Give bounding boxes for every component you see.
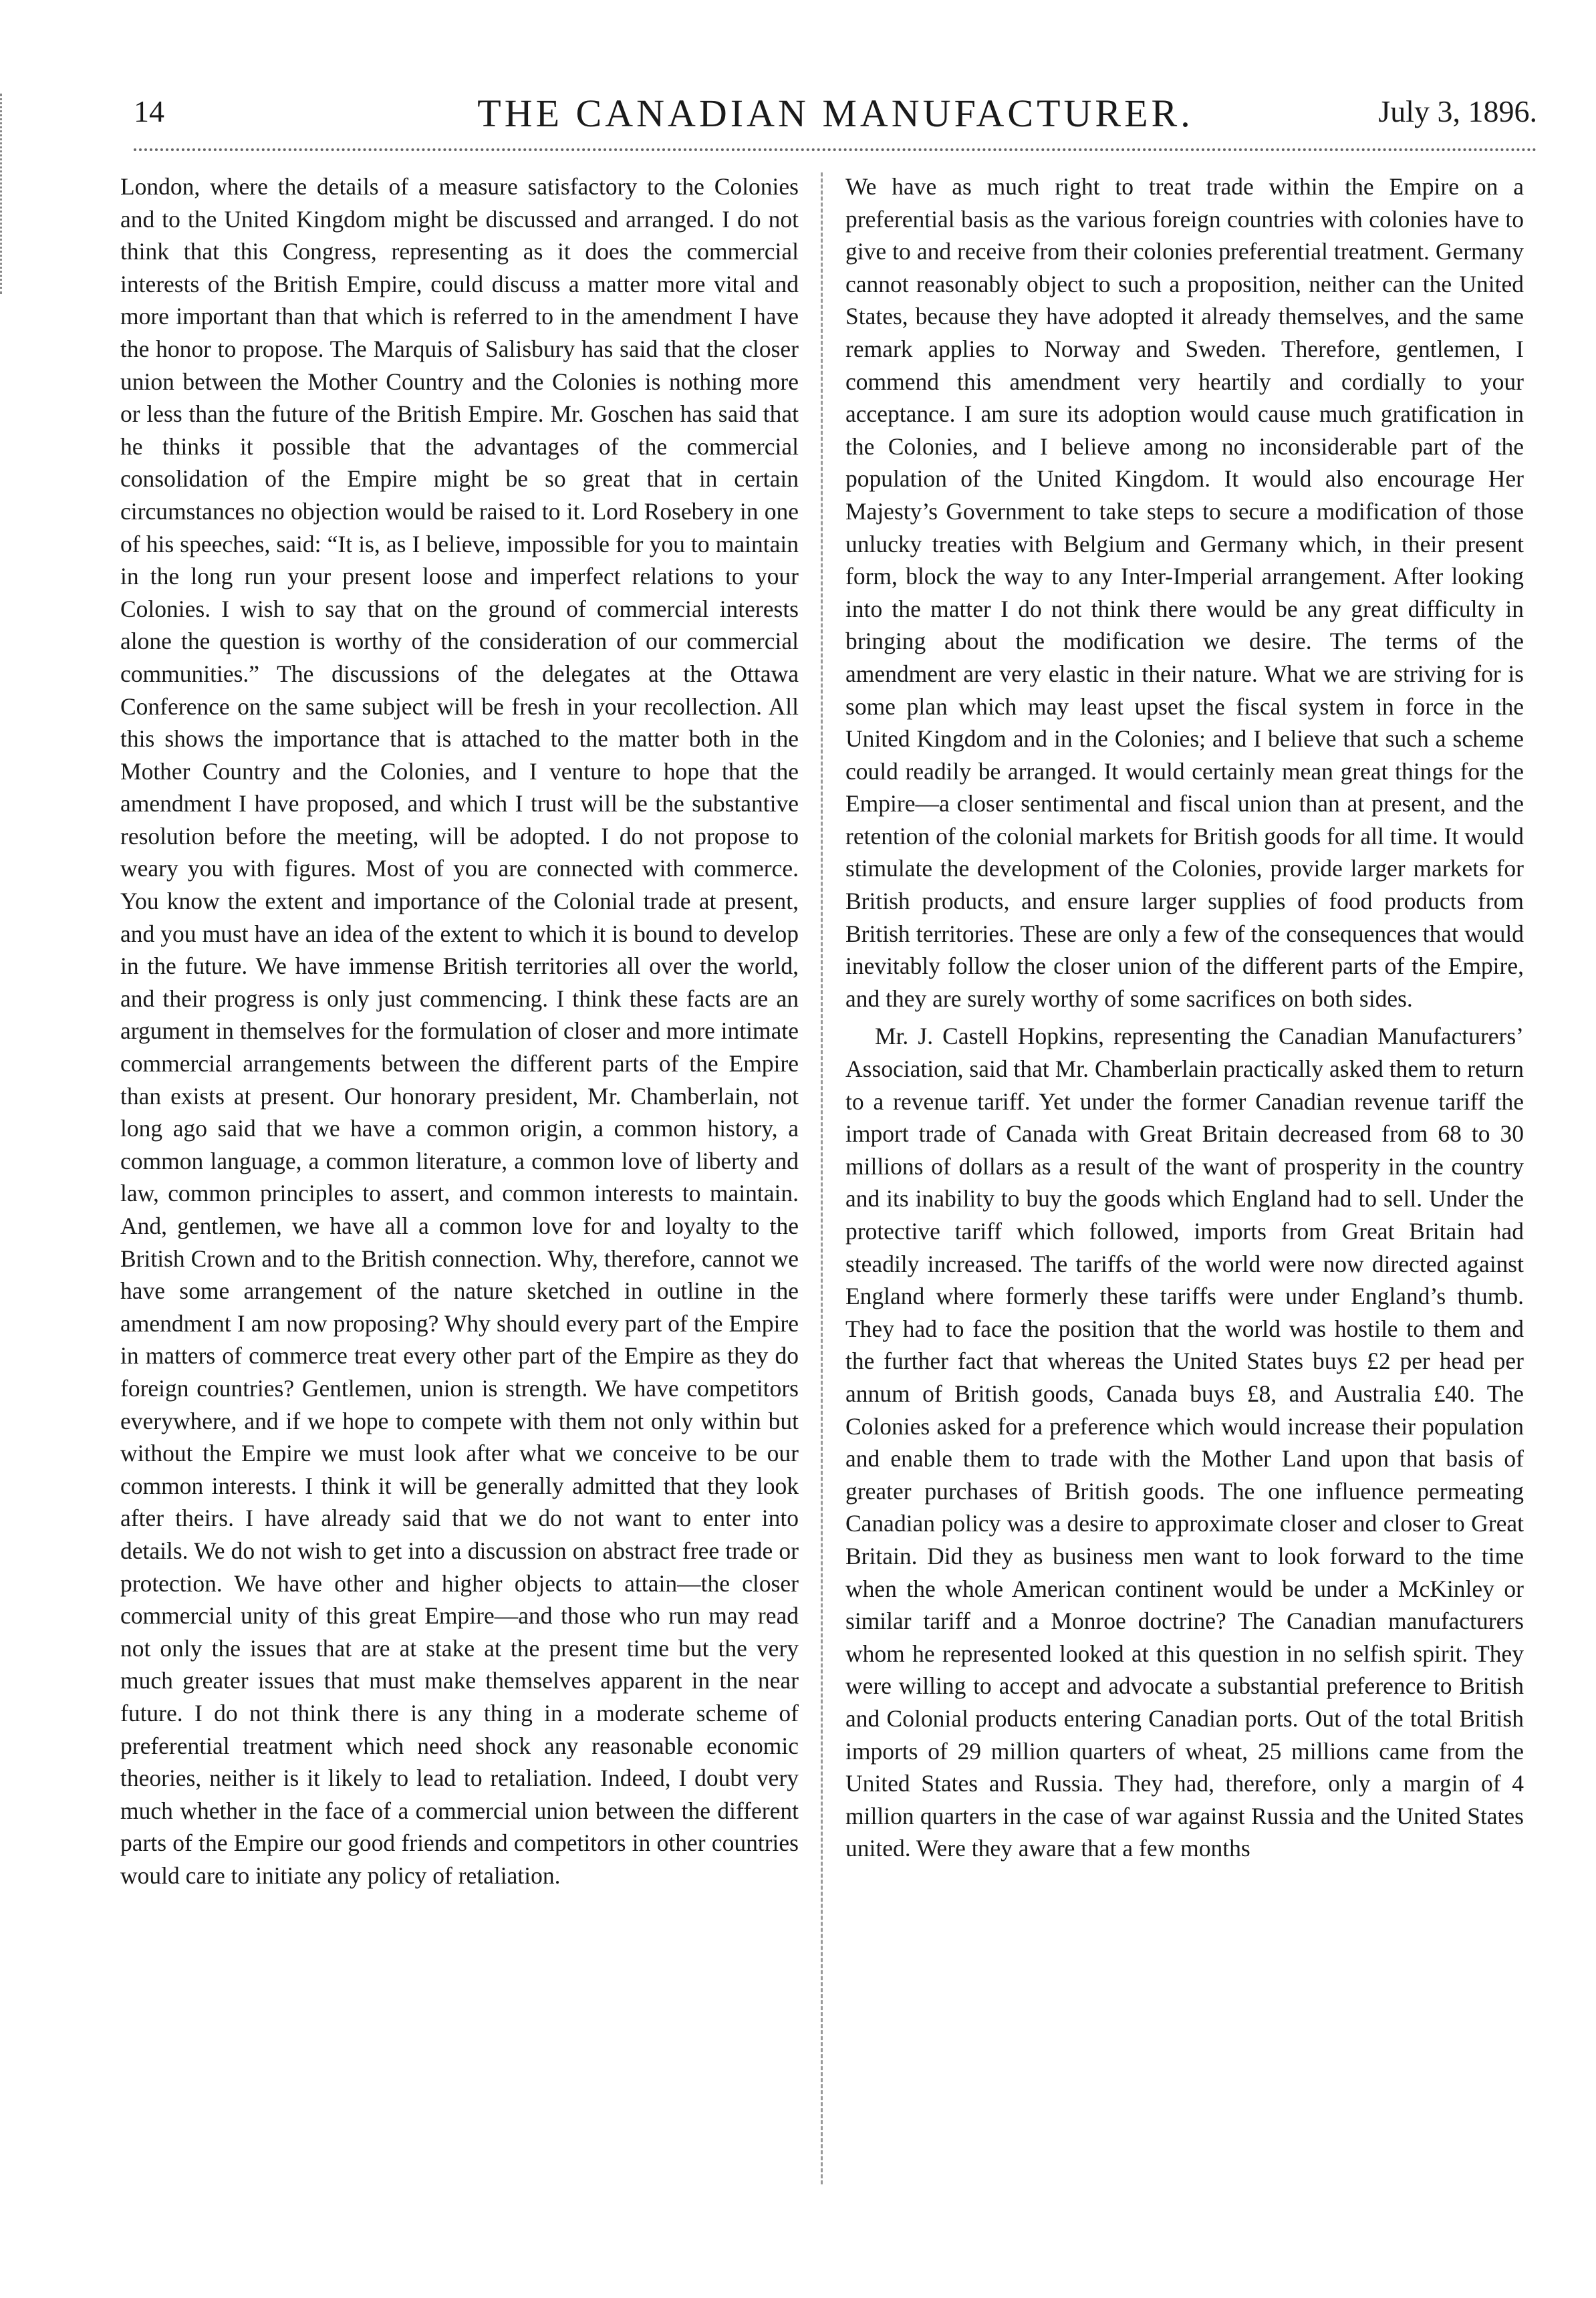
header-rule bbox=[134, 148, 1537, 151]
column-divider bbox=[821, 172, 823, 2184]
paragraph: London, where the details of a measure satisfactory to the Colonies and to the United Kingdom might be discussed and arranged. I do not think that this Congress, representing as it does the commercial interests of the British Empire, could discuss a matter more vital and more important than that which is referred to in the amendment I have the honor to propose. The Marquis of Salisbury has said that the closer union between the Mother Country and the Colonies is nothing more or less than the future of the British Empire. Mr. Goschen has said that he thinks it possible that the advantages of the commercial consolidation of the Empire might be so great that in certain circumstances no objection would be raised to it. Lord Rosebery in one of his speeches, said: “It is, as I believe, impossible for you to maintain in the long run your present loose and imperfect relations to your Colonies. I wish to say that on the ground of commercial interests alone the question is worthy of the consideration of our commercial communities.” The discussions of the delegates at the Ottawa Conference on the same subject will be fresh in your recollection. All this shows the importance that is attached to the matter both in the Mother Country and the Colonies, and I venture to hope that the amendment I have proposed, and which I trust will be the substantive resolution before the meeting, will be adopted. I do not propose to weary you with figures. Most of you are connected with commerce. You know the extent and importance of the Colonial trade at present, and you must have an idea of the extent to which it is bound to develop in the future. We have immense British territories all over the world, and their progress is only just commencing. I think these facts are an argument in themselves for the formulation of closer and more intimate commercial arrangements between the different parts of the Empire than exists at present. Our honorary president, Mr. Chamberlain, not long ago said that we have a common origin, a common history, a common language, a common literature, a common love of liberty and law, common principles to assert, and common interests to maintain. And, gentlemen, we have all a common love for and loyalty to the British Crown and to the British connection. Why, therefore, cannot we have some arrangement of the nature sketched in outline in the amendment I am now proposing? Why should every part of the Empire in matters of commerce treat every other part of the Empire as they do foreign countries? Gentlemen, union is strength. We have competitors everywhere, and if we hope to compete with them not only within but without the Empire we must look after what we conceive to be our common interests. I think it will be generally admitted that they look after theirs. I have already said that we do not want to enter into details. We do not wish to get into a discussion on abstract free trade or protection. We have other and higher objects to attain—the closer commercial unity of this great Empire—and those who run may read not only the issues that are at stake at the present time but the very much greater issues that must make themselves apparent in the near future. I do not think there is any thing in a moderate scheme of preferential treatment which need shock any reasonable economic theories, neither is it likely to lead to retaliation. Indeed, I doubt very much whether in the face of a commercial union between the different parts of the Empire our good friends and competitors in other countries would care to initiate any policy of retaliation. bbox=[120, 173, 799, 1889]
page-header bbox=[134, 94, 1537, 147]
paragraph: Mr. J. Castell Hopkins, representing the Canadian Manufacturers’ Association, said that Mr. Chamberlain practically asked them to return to a revenue tariff. Yet under the former Canadian revenue tariff the import trade of Canada with Great Britain decreased from 68 to 30 millions of dollars as a result of the want of prosperity in the country and its inability to buy the goods which England had to sell. Under the protective tariff which followed, imports from Great Britain had steadily increased. The tariffs of the world were now directed against England where formerly these tariffs were under England’s thumb. They had to face the position that the world was hostile to them and the further fact that whereas the United States buys £2 per head per annum of British goods, Canada buys £8, and Australia £40. The Colonies asked for a preference which would increase their population and enable them to trade with the Mother Land upon that basis of greater purchases of British goods. The one influence permeating Canadian policy was a desire to approximate closer and closer to Great Britain. Did they as business men want to look forward to the time when the whole American continent would be under a McKinley or similar tariff and a Monroe doctrine? The Canadian manufacturers whom he represented looked at this question in no selfish spirit. They were willing to accept and advocate a substantial preference to British and Colonial products entering Canadian ports. Out of the total British imports of 29 million quarters of wheat, 25 millions came from the United States and Russia. They had, therefore, only a margin of 4 million quarters in the case of war against Russia and the United States united. Were they aware that a few months bbox=[845, 1023, 1524, 1862]
left-column bbox=[120, 170, 799, 1892]
right-column bbox=[845, 170, 1524, 1865]
issue-date: July 3, 1896. bbox=[1378, 94, 1537, 128]
scan-margin-marks bbox=[0, 94, 15, 294]
paragraph: We have as much right to treat trade within the Empire on a preferential basis as the various foreign countries with colonies have to give to and receive from their colonies preferential treatment. Germany cannot reasonably object to such a proposition, neither can the United States, because they have adopted it already themselves, and the same remark applies to Norway and Sweden. Therefore, gentlemen, I commend this amendment very heartily and cordially to your acceptance. I am sure its adoption would cause much gratification in the Colonies, and I believe among no inconsiderable part of the population of the United Kingdom. It would also encourage Her Majesty’s Government to take steps to secure a modification of those unlucky treaties with Belgium and Germany which, in their present form, block the way to any Inter-Imperial arrangement. After looking into the matter I do not think there would be any great difficulty in bringing about the modification we desire. The terms of the amendment are very elastic in their nature. What we are striving for is some plan which may least upset the fiscal system in force in the United Kingdom and in the Colonies; and I believe that such a scheme could readily be arranged. It would certainly mean great things for the Empire—a closer sentimental and fiscal union than at present, and the retention of the colonial markets for British goods for all time. It would stimulate the development of the Colonies, provide larger markets for British products, and ensure larger supplies of food products from British territories. These are only a few of the consequences that would inevitably follow the closer union of the different parts of the Empire, and they are surely worthy of some sacrifices on both sides. bbox=[845, 173, 1524, 1012]
journal-title: THE CANADIAN MANUFACTURER. bbox=[477, 92, 1194, 135]
page-number: 14 bbox=[134, 94, 164, 128]
